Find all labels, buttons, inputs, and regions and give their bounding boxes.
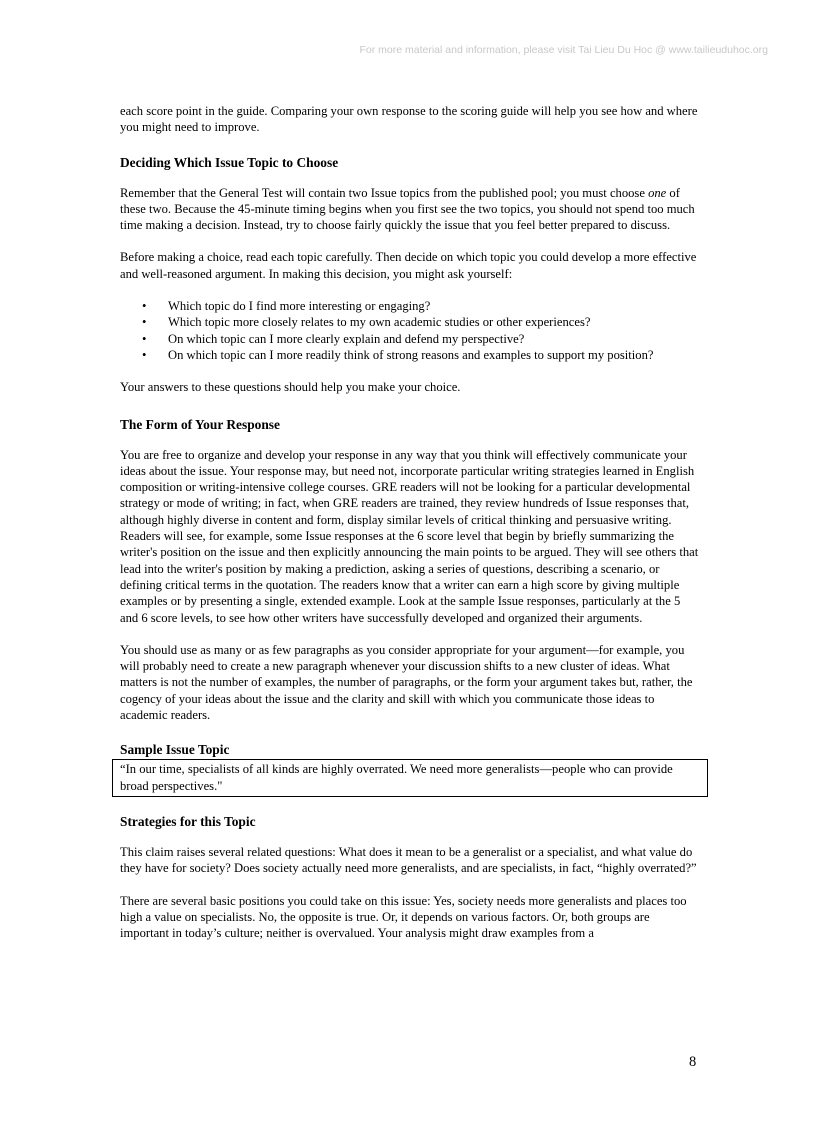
sample-topic-quote: “In our time, specialists of all kinds are highly overrated. We need more generalists—people who can provide broad perspectives." <box>120 762 673 793</box>
choose-p1-start: Remember that the General Test will contain two Issue topics from the published pool; you must choose <box>120 185 649 200</box>
form-paragraph-2: You should use as many or as few paragraphs as you consider appropriate for your argument—for example, you will probably need to create a new paragraph whenever your discussion shifts to a new cluster of ideas. What matters is not the number of examples, the number of paragraphs, or the form your argument takes but, rather, the cogency of your ideas about the issue and the clarity and skill with which you communicate those ideas to academic readers. <box>120 642 693 723</box>
choose-p1-emphasis: one <box>648 185 667 200</box>
bullet-icon: • <box>142 331 147 346</box>
heading-choose-topic: Deciding Which Issue Topic to Choose <box>120 154 339 170</box>
list-item <box>120 314 700 330</box>
choose-paragraph-2: Before making a choice, read each topic carefully. Then decide on which topic you could develop a more effective and well-reasoned argument. In making this decision, you might ask yourself: <box>120 250 697 281</box>
page-number: 8 <box>689 1054 697 1070</box>
choose-paragraph-1 <box>120 185 700 234</box>
bullet-icon: • <box>142 347 147 362</box>
list-item-text: On which topic can I more readily think of strong reasons and examples to support my position? <box>168 347 654 362</box>
intro-paragraph: each score point in the guide. Comparing your own response to the scoring guide will help you see how and where you might need to improve. <box>120 104 698 135</box>
watermark: For more material and information, please visit Tai Lieu Du Hoc @ www.tailieuduhoc.org <box>359 44 768 56</box>
bullet-icon: • <box>142 315 147 330</box>
list-item-text: On which topic can I more clearly explain and defend my perspective? <box>168 331 525 346</box>
form-paragraph-1: You are free to organize and develop your response in any way that you think will effectively communicate your ideas about the issue. Your response may, but need not, incorporate particular writing strategies learned in English composition or writing-intensive college courses. GRE readers will not be looking for a particular developmental strategy or mode of writing; in fact, when GRE readers are trained, they review hundreds of Issue responses that, although highly diverse in content and form, display similar levels of critical thinking and persuasive writing. Readers will see, for example, some Issue responses at the 6 score level that begin by briefly summarizing the writer's position on the issue and then explicitly announcing the main points to be argued. They will see others that lead into the writer's position by making a prediction, asking a series of questions, describing a scenario, or defining critical terms in the quotation. The readers know that a writer can earn a high score by giving multiple examples or by presenting a single, extended example. Look at the sample Issue responses, particularly at the 5 and 6 score levels, to see how other writers have successfully developed and organized their arguments. <box>120 447 699 625</box>
heading-strategies: Strategies for this Topic <box>120 813 256 829</box>
list-item <box>120 298 700 314</box>
heading-form-response: The Form of Your Response <box>120 416 280 432</box>
sample-topic-box <box>112 759 708 797</box>
list-item <box>120 347 700 363</box>
heading-sample-topic: Sample Issue Topic <box>120 742 230 758</box>
list-item-text: Which topic more closely relates to my own academic studies or other experiences? <box>168 315 591 330</box>
strategies-paragraph-1: This claim raises several related questions: What does it mean to be a generalist or a specialist, and what value do they have for society? Does society actually need more generalists, and are specialists, in fact, “highly overrated?” <box>120 844 697 876</box>
bullet-icon: • <box>142 299 147 314</box>
page-content <box>120 103 700 941</box>
list-item-text: Which topic do I find more interesting or engaging? <box>168 299 431 314</box>
choose-p1-end: of these two. Because the 45-minute timing begins when you first see the two topics, you should not spend too much time making a decision. Instead, try to choose fairly quickly the issue that you feel better prepared to discuss. <box>120 185 695 233</box>
strategies-paragraph-2: There are several basic positions you could take on this issue: Yes, society needs more generalists and places too high a value on specialists. No, the opposite is true. Or, it depends on various factors. Or, both groups are important in today’s culture; neither is overvalued. Your analysis might draw examples from a <box>120 893 687 941</box>
list-item <box>120 331 700 347</box>
question-list <box>120 298 700 363</box>
choose-paragraph-3: Your answers to these questions should help you make your choice. <box>120 380 461 395</box>
